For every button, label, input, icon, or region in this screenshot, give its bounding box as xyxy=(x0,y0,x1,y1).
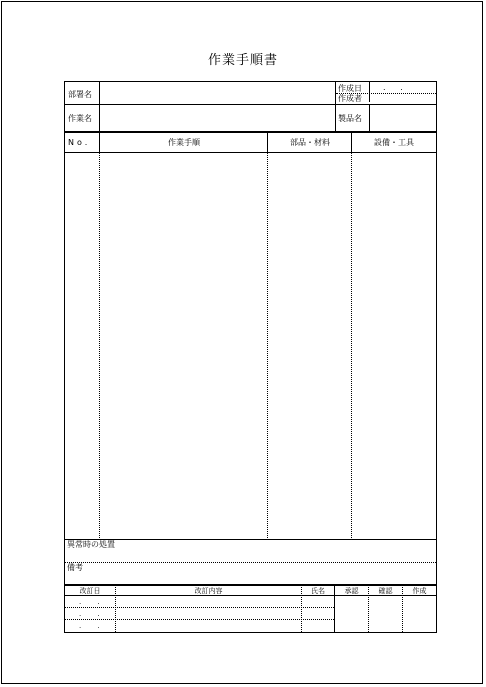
department-field[interactable] xyxy=(101,84,333,102)
rev-col-approve: 承認 xyxy=(344,587,359,595)
parts-column-body[interactable] xyxy=(269,154,350,538)
rev-col-content: 改訂内容 xyxy=(194,587,223,595)
header-row-separator xyxy=(65,104,436,105)
col-divider-1 xyxy=(99,153,100,540)
created-date-label: 作成日 xyxy=(338,84,362,93)
col-header-parts: 部品・材料 xyxy=(290,138,330,147)
revision-content-field[interactable] xyxy=(117,597,300,630)
col-divider-3-head xyxy=(351,133,352,153)
product-name-field[interactable] xyxy=(371,106,434,130)
col-header-no: No. xyxy=(68,138,91,147)
rev-col-check: 確認 xyxy=(378,587,393,595)
abnormal-handling-field[interactable] xyxy=(125,541,433,561)
rev-divider-4 xyxy=(368,585,369,632)
approve-stamp-box[interactable] xyxy=(336,597,367,630)
remarks-field[interactable] xyxy=(95,564,433,582)
rev-divider-3 xyxy=(334,585,335,632)
remarks-label: 備考 xyxy=(67,563,83,572)
work-name-field[interactable] xyxy=(101,106,333,130)
abnormal-remarks-separator xyxy=(65,562,436,563)
revision-header-rule xyxy=(65,595,436,596)
created-date-value[interactable]: . . xyxy=(383,83,409,92)
procedure-column-body[interactable] xyxy=(101,154,266,538)
col-header-tools: 設備・工具 xyxy=(374,138,414,147)
rev-divider-5 xyxy=(402,585,403,632)
rev-col-create: 作成 xyxy=(412,587,427,595)
no-column-body[interactable] xyxy=(66,154,98,538)
author-label: 作成者 xyxy=(338,94,362,103)
product-name-label: 製品名 xyxy=(338,114,362,123)
work-procedure-form xyxy=(64,81,437,633)
col-divider-2 xyxy=(267,153,268,540)
header-bottom-rule xyxy=(65,131,436,133)
header-divider-mid xyxy=(335,82,336,132)
document-title: 作業手順書 xyxy=(207,53,278,68)
revision-name-field[interactable] xyxy=(303,597,333,630)
create-stamp-box[interactable] xyxy=(404,597,435,630)
col-divider-1-head xyxy=(99,133,100,153)
header-divider-product xyxy=(369,104,370,132)
work-name-label: 作業名 xyxy=(68,114,92,123)
rev-col-date: 改訂日 xyxy=(79,587,101,595)
tools-column-body[interactable] xyxy=(353,154,435,538)
col-divider-2-head xyxy=(267,133,268,153)
rev-col-name: 氏名 xyxy=(311,587,325,595)
rev-row-3-date[interactable]: . . xyxy=(79,622,107,630)
col-divider-3 xyxy=(351,153,352,540)
rev-divider-2 xyxy=(301,585,302,632)
body-bottom-rule xyxy=(65,539,436,540)
col-header-procedure: 作業手順 xyxy=(168,138,200,147)
rev-row-1-date[interactable]: . . xyxy=(79,598,107,606)
column-header-rule xyxy=(65,152,436,153)
header-divider-left xyxy=(99,82,100,132)
author-field[interactable] xyxy=(370,94,434,103)
check-stamp-box[interactable] xyxy=(370,597,401,630)
department-label: 部署名 xyxy=(68,90,92,99)
abnormal-handling-label: 異常時の処置 xyxy=(67,540,115,549)
rev-row-2-date[interactable]: . . xyxy=(79,610,107,618)
rev-divider-1 xyxy=(115,585,116,632)
